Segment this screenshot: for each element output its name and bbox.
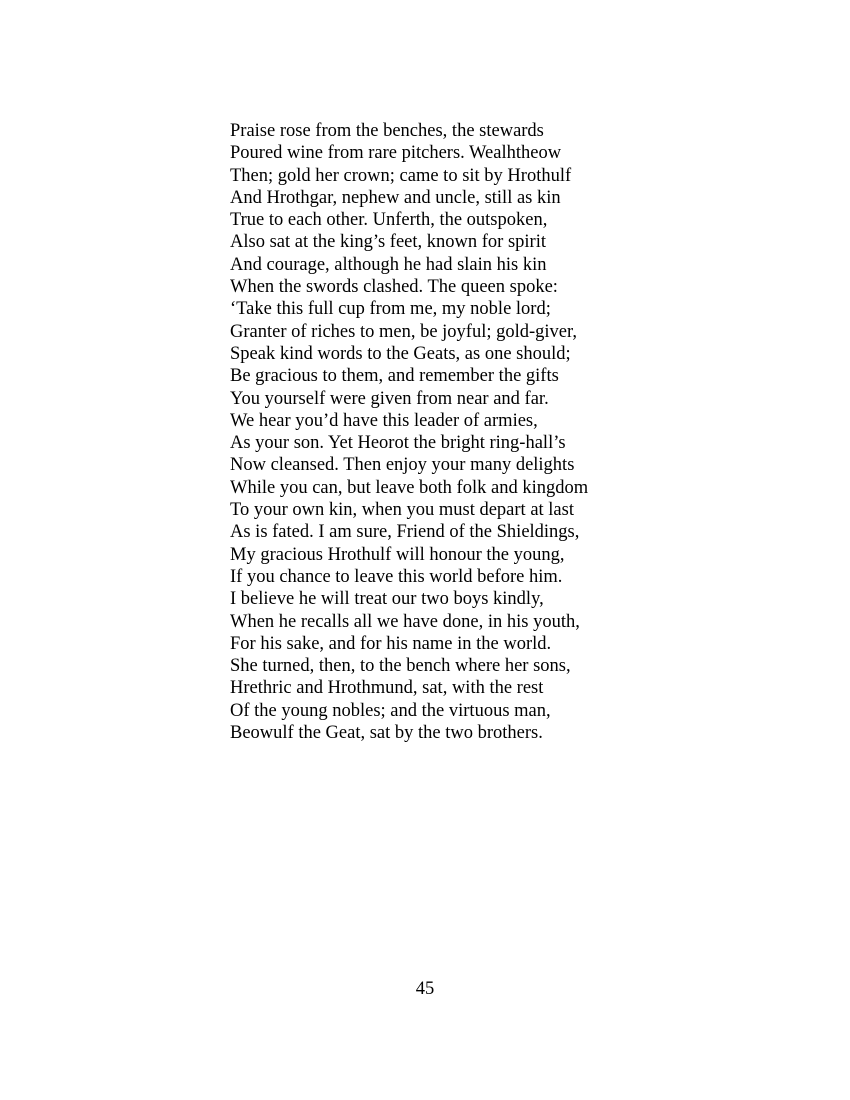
- poem-line: Beowulf the Geat, sat by the two brothers.: [230, 723, 543, 744]
- poem-line: Be gracious to them, and remember the gifts: [230, 366, 559, 387]
- poem-line: If you chance to leave this world before him.: [230, 566, 563, 587]
- poem-line: For his sake, and for his name in the world.: [230, 633, 552, 654]
- poem-line: Poured wine from rare pitchers. Wealhtheow: [230, 143, 562, 164]
- poem-line: We hear you’d have this leader of armies,: [230, 410, 538, 431]
- poem-line: My gracious Hrothulf will honour the young,: [230, 544, 565, 565]
- poem-text: [230, 120, 588, 744]
- poem-line: I believe he will treat our two boys kindly,: [230, 589, 544, 610]
- poem-line: As is fated. I am sure, Friend of the Shieldings,: [230, 522, 580, 543]
- poem-line: And Hrothgar, nephew and uncle, still as kin: [230, 187, 561, 208]
- poem-line: As your son. Yet Heorot the bright ring-hall’s: [230, 433, 566, 454]
- poem-line: True to each other. Unferth, the outspoken,: [230, 210, 548, 231]
- page-number: 45: [415, 979, 435, 999]
- poem-line: Then; gold her crown; came to sit by Hrothulf: [230, 165, 572, 186]
- poem-line: She turned, then, to the bench where her sons,: [230, 656, 571, 677]
- poem-line: ‘Take this full cup from me, my noble lord;: [230, 299, 551, 320]
- poem-line: When the swords clashed. The queen spoke:: [230, 277, 558, 298]
- poem-line: Of the young nobles; and the virtuous man,: [230, 700, 551, 721]
- poem-line: To your own kin, when you must depart at last: [230, 500, 574, 521]
- poem-line: When he recalls all we have done, in his youth,: [230, 611, 580, 632]
- poem-line: Hrethric and Hrothmund, sat, with the rest: [230, 678, 544, 699]
- poem-line: Also sat at the king’s feet, known for spirit: [230, 232, 546, 253]
- poem-line: You yourself were given from near and far.: [230, 388, 549, 409]
- poem-line: While you can, but leave both folk and kingdom: [230, 477, 589, 498]
- poem-line: Speak kind words to the Geats, as one should;: [230, 343, 571, 364]
- poem-line: And courage, although he had slain his kin: [230, 254, 547, 275]
- poem-line: Now cleansed. Then enjoy your many delights: [230, 455, 575, 476]
- poem-line: Praise rose from the benches, the stewards: [230, 121, 544, 141]
- poem-line: Granter of riches to men, be joyful; gold-giver,: [230, 321, 578, 342]
